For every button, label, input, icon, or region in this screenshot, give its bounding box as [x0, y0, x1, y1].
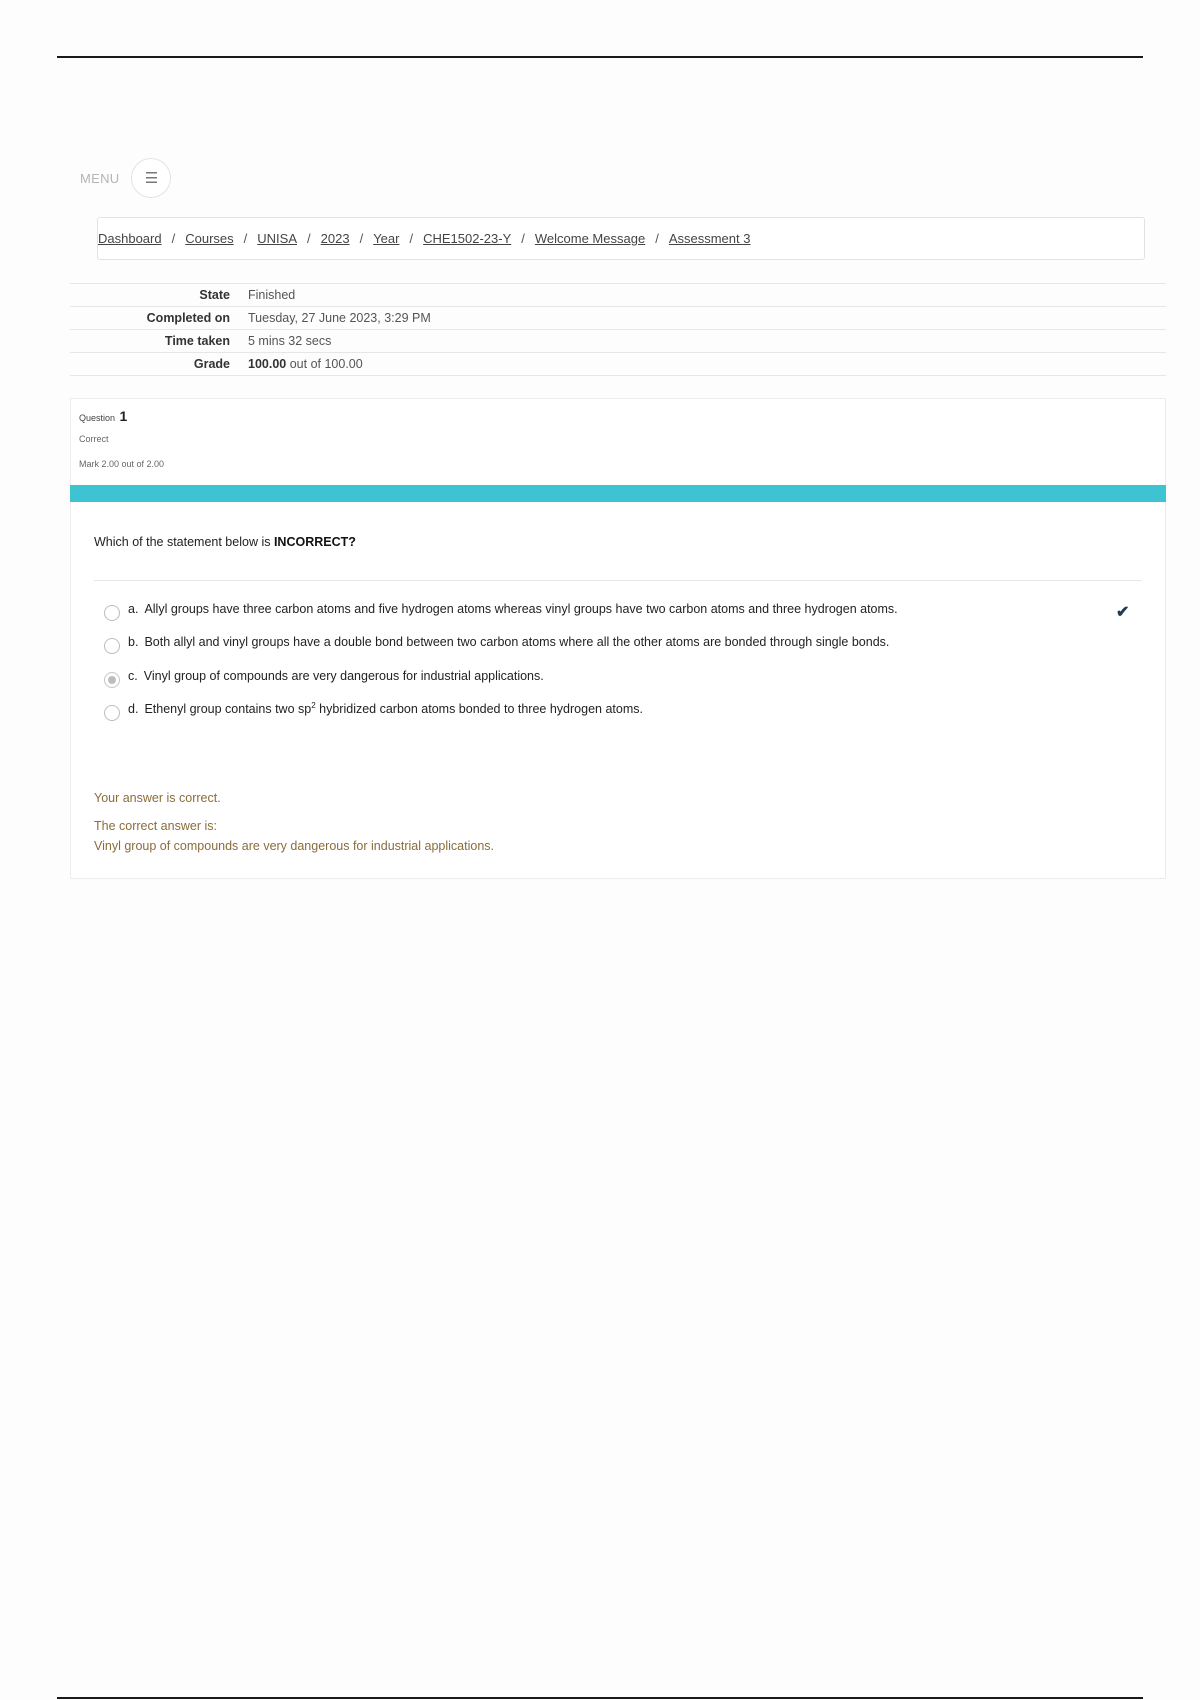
breadcrumb-separator: / [359, 231, 364, 246]
summary-key: Time taken [164, 334, 230, 348]
summary-row-state [70, 283, 1166, 307]
feedback-result: Your answer is correct. [94, 791, 221, 805]
question-prefix: Question [79, 413, 116, 423]
answer-letter: b. [128, 635, 139, 649]
question-divider [94, 580, 1142, 581]
answer-radio[interactable] [104, 638, 120, 654]
answer-text-part: hybridized carbon atoms bonded to three hydrogen atoms. [315, 702, 643, 717]
question-text-prefix: Which of the statement below is [94, 535, 274, 549]
answer-radio[interactable] [104, 605, 120, 621]
attempt-summary-table [70, 283, 1166, 376]
summary-key: Completed on [146, 311, 230, 325]
breadcrumb-unisa[interactable]: UNISA [257, 231, 298, 246]
breadcrumb-course[interactable]: CHE1502-23-Y [423, 231, 512, 246]
question-state: Correct [79, 434, 109, 444]
summary-value: Tuesday, 27 June 2023, 3:29 PM [248, 311, 431, 325]
page-bottom-rule [57, 1697, 1143, 1699]
answer-letter: c. [128, 669, 138, 683]
question-text-emphasis: INCORRECT? [273, 535, 356, 549]
answer-radio[interactable] [104, 705, 120, 721]
breadcrumb-courses[interactable]: Courses [185, 231, 234, 246]
correct-check-icon: ✔ [1116, 604, 1130, 621]
breadcrumb-separator: / [243, 231, 248, 246]
question-content [70, 502, 1166, 879]
summary-key: Grade [193, 357, 230, 371]
grade-suffix: out of 100.00 [289, 357, 363, 371]
breadcrumb-separator: / [409, 231, 414, 246]
answer-text: Both allyl and vinyl groups have a double bond between two carbon atoms where all the other atoms are bonded through single bonds. [144, 635, 890, 649]
question-number-value: 1 [119, 408, 128, 424]
answer-letter: d. [128, 702, 139, 716]
breadcrumb-separator: / [171, 231, 176, 246]
grade-score: 100.00 [248, 357, 287, 371]
summary-row-completed [70, 307, 1166, 330]
feedback-correct-answer: Vinyl group of compounds are very dangerous for industrial applications. [94, 839, 494, 853]
page-top-rule [57, 56, 1143, 58]
answer-letter: a. [128, 602, 139, 616]
breadcrumb-separator: / [521, 231, 525, 246]
answer-option-b[interactable] [104, 634, 889, 650]
feedback-correct-label: The correct answer is: [94, 819, 217, 833]
question-text [94, 535, 356, 549]
breadcrumb-year[interactable]: Year [373, 231, 400, 246]
summary-row-time [70, 330, 1166, 353]
menu-label: MENU [80, 170, 120, 186]
summary-value [248, 357, 363, 371]
breadcrumb-2023[interactable]: 2023 [320, 231, 350, 246]
summary-key: State [199, 288, 230, 302]
summary-row-grade [70, 353, 1166, 376]
breadcrumb-dashboard[interactable]: Dashboard [98, 231, 162, 246]
answer-option-c[interactable] [104, 668, 544, 684]
answer-text-part: Ethenyl group contains two sp [144, 702, 312, 717]
summary-value: Finished [248, 288, 296, 302]
answer-option-d[interactable] [104, 701, 643, 717]
summary-value: 5 mins 32 secs [248, 334, 332, 348]
question-number [79, 408, 127, 424]
answer-text: Vinyl group of compounds are very dangerous for industrial applications. [143, 669, 544, 683]
question-mark: Mark 2.00 out of 2.00 [79, 459, 165, 469]
answer-superscript: 2 [311, 701, 316, 711]
answer-text [144, 701, 643, 716]
breadcrumb-assessment[interactable]: Assessment 3 [668, 231, 751, 246]
breadcrumb-separator: / [307, 231, 311, 246]
question-accent-bar [70, 485, 1166, 502]
breadcrumb-separator: / [655, 231, 659, 246]
answer-text: Allyl groups have three carbon atoms and five hydrogen atoms whereas vinyl groups have two carbon atoms and three hydrogen atoms. [144, 602, 898, 616]
question-info-panel [70, 398, 1166, 484]
breadcrumb-welcome-message[interactable]: Welcome Message [534, 231, 646, 246]
answer-option-a[interactable] [104, 601, 898, 617]
hamburger-icon: ☰ [144, 170, 159, 187]
menu-block [80, 158, 171, 198]
answer-radio-selected[interactable] [104, 672, 120, 688]
breadcrumb [97, 217, 1145, 260]
menu-button[interactable] [131, 158, 171, 198]
